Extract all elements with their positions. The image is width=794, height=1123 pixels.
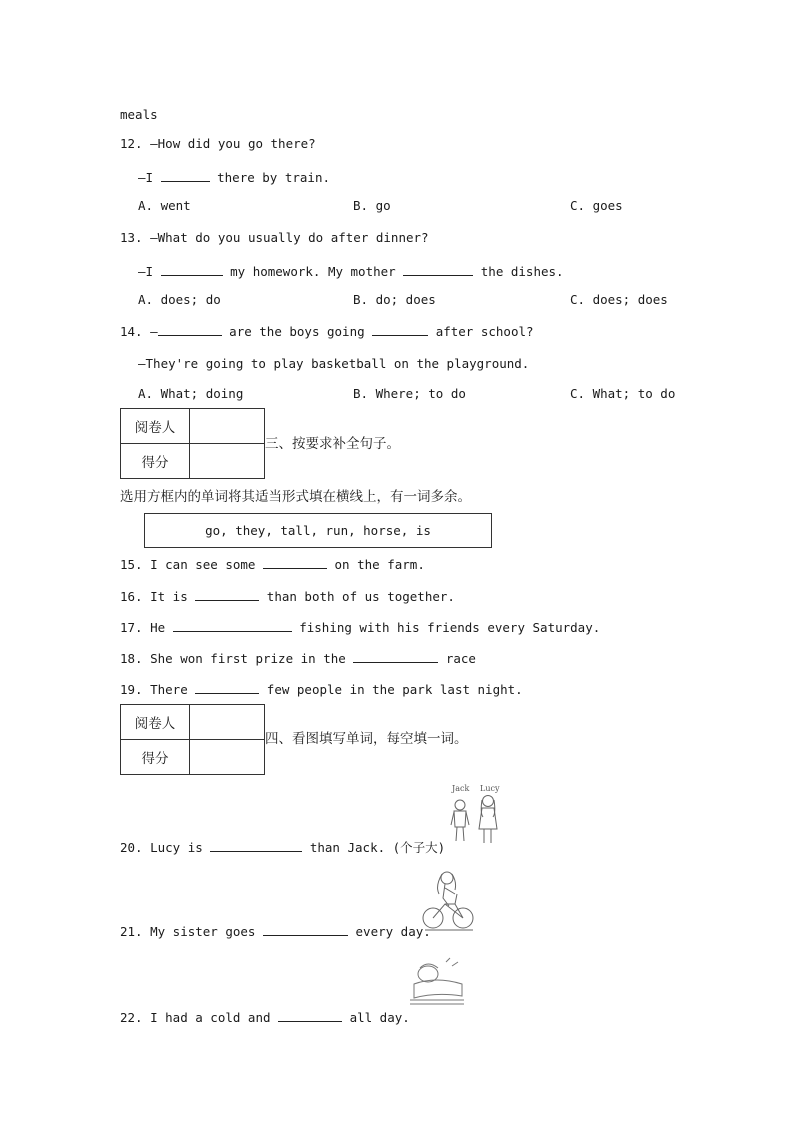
- score-cell[interactable]: [190, 444, 265, 479]
- q17-blank[interactable]: [173, 619, 292, 632]
- q13-text: —What do you usually do after dinner?: [150, 230, 429, 245]
- q12-answer-post: there by train.: [217, 170, 331, 185]
- q12-answer-pre: —I: [138, 170, 154, 185]
- q12-option-c[interactable]: C. goes: [570, 198, 623, 213]
- section-4-title: 四、看图填写单词，每空填一词。: [265, 731, 468, 747]
- q14-number: 14.: [120, 324, 143, 339]
- q15-post: on the farm.: [334, 557, 425, 572]
- score-table-section4: [120, 704, 265, 775]
- q19-blank[interactable]: [195, 681, 259, 694]
- question-12: [120, 136, 316, 152]
- q20-blank[interactable]: [210, 839, 302, 852]
- q14-option-b[interactable]: B. Where; to do: [353, 386, 466, 401]
- q12-answer: [138, 169, 330, 186]
- q13-answer-post: the dishes.: [480, 264, 564, 279]
- section-3-title: 三、按要求补全句子。: [265, 436, 400, 452]
- q14-text-mid: are the boys going: [229, 324, 365, 339]
- sick-in-bed-picture: [406, 954, 468, 1016]
- question-16: [120, 588, 455, 605]
- q12-number: 12.: [120, 136, 143, 151]
- question-22: [120, 1009, 410, 1026]
- score-cell[interactable]: [190, 740, 265, 775]
- q18-pre: 18. She won first prize in the: [120, 651, 346, 666]
- question-19: [120, 681, 523, 698]
- q14-blank-2[interactable]: [372, 323, 428, 336]
- q13-option-a[interactable]: A. does; do: [138, 292, 221, 307]
- q17-post: fishing with his friends every Saturday.: [299, 620, 601, 635]
- q14-dash: —: [150, 324, 158, 339]
- word-bank-box: go, they, tall, run, horse, is: [144, 513, 492, 548]
- question-18: [120, 650, 476, 667]
- q13-blank-1[interactable]: [161, 263, 223, 276]
- score-table-section3: [120, 408, 265, 479]
- q13-option-c[interactable]: C. does; does: [570, 292, 668, 307]
- q15-pre: 15. I can see some: [120, 557, 256, 572]
- q18-post: race: [445, 651, 476, 666]
- reviewer-cell[interactable]: [190, 705, 265, 740]
- q19-post: few people in the park last night.: [266, 682, 523, 697]
- q16-blank[interactable]: [195, 588, 259, 601]
- q13-answer-mid: my homework. My mother: [230, 264, 396, 279]
- question-13: [120, 230, 429, 246]
- q14-blank-1[interactable]: [158, 323, 222, 336]
- question-21: [120, 923, 431, 940]
- lying-in-bed-illustration: [406, 954, 468, 1012]
- q16-post: than both of us together.: [266, 589, 455, 604]
- question-17: [120, 619, 600, 636]
- q12-blank[interactable]: [161, 169, 210, 182]
- score-label: 得分: [121, 444, 190, 479]
- q14-text-post: after school?: [435, 324, 534, 339]
- q22-pre: 22. I had a cold and: [120, 1010, 271, 1025]
- q21-post: every day.: [355, 924, 431, 939]
- q22-post: all day.: [349, 1010, 410, 1025]
- q16-pre: 16. It is: [120, 589, 188, 604]
- reviewer-cell[interactable]: [190, 409, 265, 444]
- jack-label: Jack: [452, 784, 470, 793]
- q12-dash: —: [150, 136, 158, 151]
- lucy-label: Lucy: [480, 784, 500, 793]
- q20-pre: 20. Lucy is: [120, 840, 203, 855]
- q18-blank[interactable]: [353, 650, 438, 663]
- q20-post: than Jack. (个子大): [309, 840, 446, 855]
- q17-pre: 17. He: [120, 620, 166, 635]
- q12-text: How did you go there?: [157, 136, 316, 151]
- q15-blank[interactable]: [263, 556, 327, 569]
- reviewer-label: 阅卷人: [121, 409, 190, 444]
- section-3-instruction: 选用方框内的单词将其适当形式填在横线上，有一词多余。: [120, 489, 471, 505]
- q21-pre: 21. My sister goes: [120, 924, 256, 939]
- question-14: [120, 323, 534, 340]
- q13-option-b[interactable]: B. do; does: [353, 292, 436, 307]
- reviewer-label: 阅卷人: [121, 705, 190, 740]
- q22-blank[interactable]: [278, 1009, 342, 1022]
- top-fragment: meals: [120, 107, 158, 122]
- q21-blank[interactable]: [263, 923, 348, 936]
- score-label: 得分: [121, 740, 190, 775]
- q13-number: 13.: [120, 230, 143, 245]
- children-illustration: [444, 781, 508, 847]
- q14-option-c[interactable]: C. What; to do: [570, 386, 676, 401]
- q12-option-a[interactable]: A. went: [138, 198, 191, 213]
- q13-answer-pre: —I: [138, 264, 154, 279]
- jack-lucy-picture: [444, 781, 508, 851]
- question-20: [120, 839, 445, 856]
- q14-option-a[interactable]: A. What; doing: [138, 386, 244, 401]
- q12-option-b[interactable]: B. go: [353, 198, 391, 213]
- q14-answer: —They're going to play basketball on the playground.: [138, 356, 530, 371]
- question-15: [120, 556, 425, 573]
- q13-answer: [138, 263, 564, 280]
- q13-blank-2[interactable]: [403, 263, 473, 276]
- q19-pre: 19. There: [120, 682, 188, 697]
